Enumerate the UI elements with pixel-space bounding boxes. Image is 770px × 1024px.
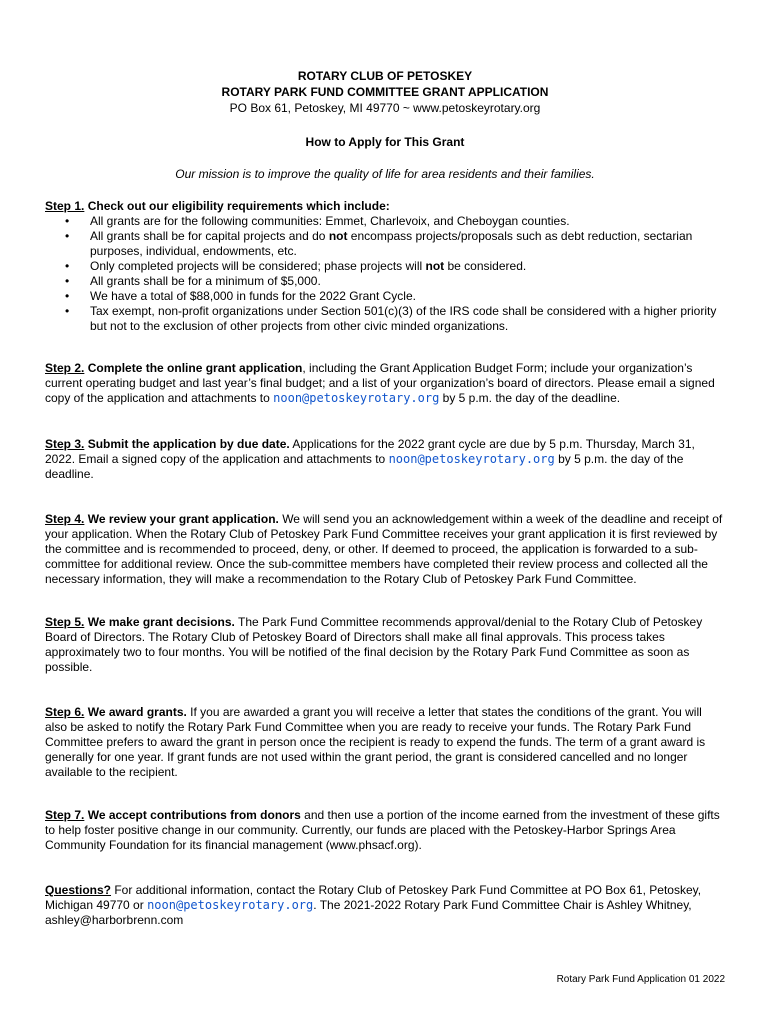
questions-section: Questions? For additional information, contact the Rotary Club of Petoskey Park Fund Committee at PO Box 61, Petoskey, Michigan 49770 or noon@petoskeyrotary.org. The 2021-2022 Rotary Park Fund Committee Chair is Ashley Whitney, ashley@harborbrenn.com bbox=[45, 883, 702, 927]
address-line: PO Box 61, Petoskey, MI 49770 ~ www.petoskeyrotary.org bbox=[229, 101, 541, 115]
step-6-label: Step 6. bbox=[45, 705, 85, 719]
step-4-section: Step 4. We review your grant application. We will send you an acknowledgement within a week of the deadline and receipt of your application. When the Rotary Club of Petoskey Park Fund Committee receives your grant application it is first reviewed by the committee and is recommended to proceed, deny, or other. If deemed to proceed, the application is forwarded to a sub-committee for additional review. Once the sub-committee members have completed their review process and collected all the necessary information, they will make a recommendation to the Rotary Club of Petoskey Park Fund Committee. bbox=[45, 512, 723, 586]
step-2-title: Complete the online grant application bbox=[87, 361, 303, 375]
email-link[interactable]: noon@petoskeyrotary.org bbox=[147, 898, 314, 912]
step-3-title: Submit the application by due date. bbox=[87, 437, 290, 451]
step-5-section: Step 5. We make grant decisions. The Park Fund Committee recommends approval/denial to the Rotary Club of Petoskey Board of Directors. The Rotary Club of Petoskey Board of Directors shall make all final approvals. This process takes approximately two to four months. You will be notified of the final decision by the Rotary Park Fund Committee as soon as possible. bbox=[45, 615, 703, 674]
org-name: ROTARY CLUB OF PETOSKEY bbox=[297, 69, 473, 83]
document-title: ROTARY PARK FUND COMMITTEE GRANT APPLICATION bbox=[221, 85, 549, 99]
step-6-title: We award grants. bbox=[87, 705, 187, 719]
step-5-label: Step 5. bbox=[45, 615, 85, 629]
step-2-section: Step 2. Complete the online grant application, including the Grant Application Budget Form; include your organization’s current operating budget and last year’s final budget; and a list of your organization’s board of directors. Please email a signed copy of the application and attachments to noon@petoskeyrotary.org by 5 p.m. the day of the deadline. bbox=[45, 361, 715, 405]
eligibility-list bbox=[45, 214, 723, 334]
step-3-section: Step 3. Submit the application by due date. Applications for the 2022 grant cycle are due by 5 p.m. Thursday, March 31, 2022. Email a signed copy of the application and attachments to noon@petoskeyrotary.org by 5 p.m. the day of the deadline. bbox=[45, 437, 695, 481]
step-7-title: We accept contributions from donors bbox=[87, 808, 301, 822]
step-2-label: Step 2. bbox=[45, 361, 85, 375]
list-item: • All grants are for the following communities: Emmet, Charlevoix, and Cheboygan counties. bbox=[90, 214, 723, 229]
step-4-title: We review your grant application. bbox=[87, 512, 279, 526]
step-5-title: We make grant decisions. bbox=[87, 615, 235, 629]
email-link[interactable]: noon@petoskeyrotary.org bbox=[388, 452, 555, 466]
step-7-section: Step 7. We accept contributions from donors and then use a portion of the income earned from the investment of these gifts to help foster positive change in our community. Currently, our funds are placed with the Petoskey-Harbor Springs Area Community Foundation for its financial management (www.phsacf.org). bbox=[45, 808, 720, 852]
step-7-label: Step 7. bbox=[45, 808, 85, 822]
list-item: • Tax exempt, non-profit organizations under Section 501(c)(3) of the IRS code shall be considered with a higher priority but not to the exclusion of other projects from other civic minded organizations. bbox=[90, 304, 723, 334]
list-item: • All grants shall be for capital projects and do not encompass projects/proposals such as debt reduction, sectarian purposes, individual, endowments, etc. bbox=[90, 229, 723, 259]
step-1-section bbox=[45, 199, 723, 334]
step-6-section: Step 6. We award grants. If you are awarded a grant you will receive a letter that states the conditions of the grant. You will also be asked to notify the Rotary Park Fund Committee when you are ready to receive your funds. The Rotary Park Fund Committee prefers to award the grant in person once the recipient is ready to expend the funds. The term of a grant award is generally for one year. If grant funds are not used within the grant period, the grant is considered cancelled and no longer available to the recipient. bbox=[45, 705, 706, 779]
mission-statement: Our mission is to improve the quality of life for area residents and their families. bbox=[175, 167, 595, 181]
step-1-label: Step 1. bbox=[45, 199, 85, 213]
step-3-label: Step 3. bbox=[45, 437, 85, 451]
list-item: • We have a total of $88,000 in funds for the 2022 Grant Cycle. bbox=[90, 289, 723, 304]
step-1-title: Check out our eligibility requirements which include: bbox=[87, 199, 390, 213]
step-4-label: Step 4. bbox=[45, 512, 85, 526]
list-item: • All grants shall be for a minimum of $5,000. bbox=[90, 274, 723, 289]
page-footer: Rotary Park Fund Application 01 2022 bbox=[556, 974, 725, 985]
questions-label: Questions? bbox=[45, 883, 112, 897]
how-to-heading: How to Apply for This Grant bbox=[305, 135, 465, 149]
email-link[interactable]: noon@petoskeyrotary.org bbox=[273, 391, 440, 405]
list-item: • Only completed projects will be considered; phase projects will not be considered. bbox=[90, 259, 723, 274]
